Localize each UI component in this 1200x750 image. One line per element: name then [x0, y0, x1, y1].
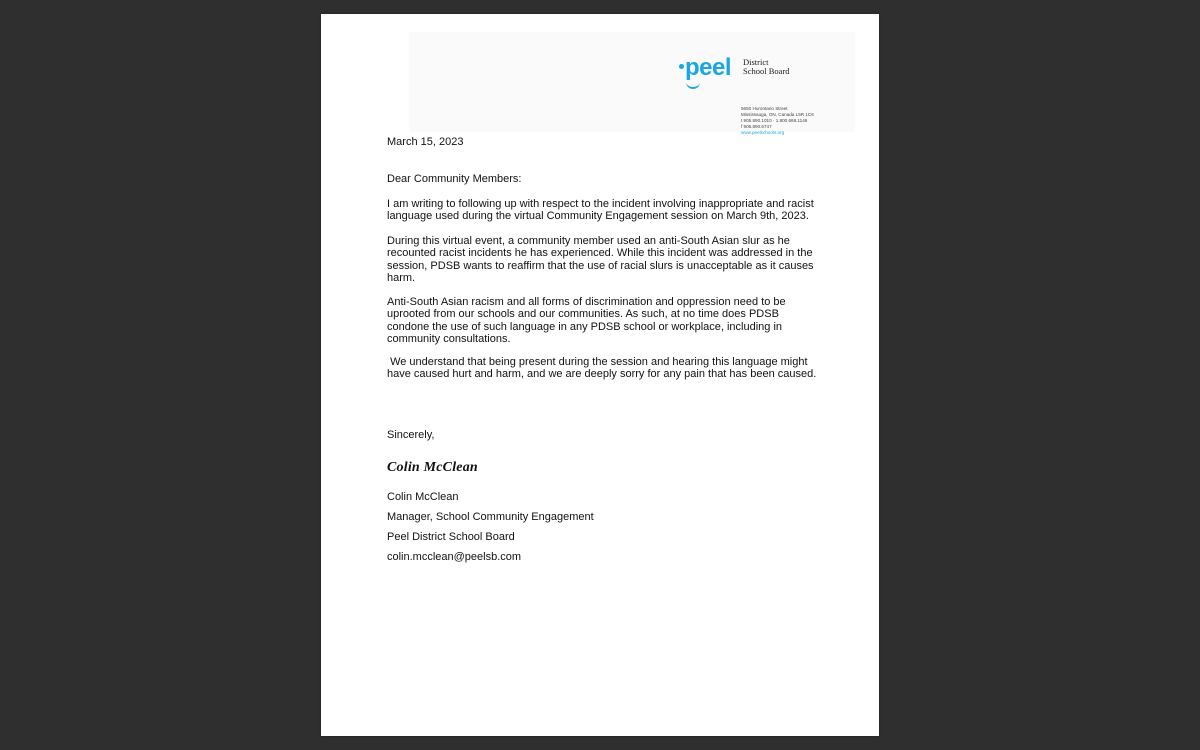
- paragraph-1: I am writing to following up with respect to the incident involving inappropriate and racist language used during the virtual Community Engagement session on March 9th, 2023.: [387, 198, 814, 223]
- paragraph-3: Anti-South Asian racism and all forms of discrimination and oppression need to be uprooted from our schools and our communities. As such, at no time does PDSB condone the use of such language in any PDSB school or workplace, including in community consultations.: [387, 296, 786, 346]
- salutation: Dear Community Members:: [387, 173, 522, 185]
- signer-organization: Peel District School Board: [387, 531, 515, 543]
- letterhead-address: 5650 Hurontario Street Mississauga, ON, Canada L5R 1C6 t 905.890.1010 · 1.800.668.1146 f 905.890.6747 www.peelschools.org: [741, 106, 814, 135]
- signer-email: colin.mcclean@peelsb.com: [387, 551, 522, 563]
- paragraph-2: During this virtual event, a community member used an anti-South Asian slur as he recounted racist incidents he has experienced. While this incident was addressed in the session, PDSB wants to reaffirm that the use of racial slurs is unacceptable as it causes harm.: [387, 235, 814, 285]
- logo-dot-icon: [679, 64, 684, 69]
- logo-smile-icon: [686, 80, 700, 89]
- closing: Sincerely,: [387, 429, 435, 441]
- document-page: [321, 14, 879, 736]
- logo-wordmark: peel: [685, 54, 732, 81]
- signer-title: Manager, School Community Engagement: [387, 511, 594, 523]
- letter-date: March 15, 2023: [387, 136, 464, 148]
- logo-subtitle: District School Board: [743, 57, 790, 76]
- letterhead-website: www.peelschools.org: [741, 130, 785, 135]
- paragraph-4: We understand that being present during the session and hearing this language might have caused hurt and harm, and we are deeply sorry for any pain that has been caused.: [387, 356, 817, 381]
- signer-name: Colin McClean: [387, 491, 459, 503]
- letterhead: [409, 32, 855, 135]
- handwritten-signature: Colin McClean: [387, 460, 478, 475]
